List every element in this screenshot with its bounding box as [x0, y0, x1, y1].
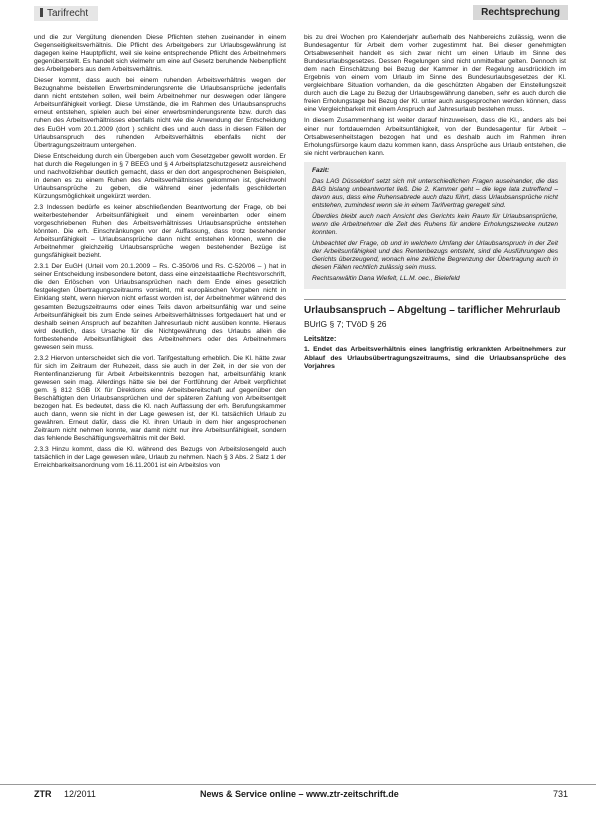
right-column [304, 34, 566, 371]
right-paragraph-2: In diesem Zusammenhang ist weiter darauf hinzuweisen, dass die Kl., anders als bei einer nur fortdauernden Arbeitsunfähigkeit, von der Bundesagentur für Arbeit – Ortsabwesenheitstagen bezogen hat und es deshalb auch im Rahmen ihren Erholungsfürsorge kaum dazu kommen kann, dass Ansprüche aus Urlaub entstehen, die sie nicht verbrauchen kann. [304, 117, 566, 157]
left-paragraph-3: Diese Entscheidung durch ein Übergeben auch vom Gesetzgeber gewollt worden. Er hat durch die Regelungen in § 7 BEEG und § 4 Arbeitsplatzschutzgesetz ausreichend und nachvollziehbar deutlich gemacht, dass er den dort angesprochenen Beispielen, in denen es zu einem Ruhen des Arbeitsverhältnisses gekommen ist, gleichwohl Urlaubsansprüche zu geben, die während einer jedenfalls geschilderten Kürzungsmöglichkeit ungekürzt werden. [34, 152, 286, 200]
article-title: Urlaubsanspruch – Abgeltung – tariflicher Mehrurlaub [304, 305, 561, 317]
left-paragraph-2: Dieser kommt, dass auch bei einem ruhenden Arbeitsverhältnis wegen der Bezugnahme beistellen Erwerbsminderungsrente die Urlaubsansprüche jedenfalls dann nicht entstehen sollen, weil beim Arbeitnehmer nur deswegen oder längere Arbeitsunfähigkeit vorliegt. Diese Umstände, die im Rahmen des Urlaubsanspruchs erneut entstehen, spielen auch bei einer erwerbsminderungsrente bzw. durch das ruhen des Arbeitsverhältnisses ebenfalls nicht wie die Anwendung der Entscheidung des EuGH vom 20.1.2009 (dort ) schlicht dies und auch dass in diesen Fällen der Urlaubsanspruch des ruhenden Arbeitsverhältnis ebenfalls nicht der Übertragungszeitraum untergehen. [34, 77, 286, 149]
page-header [0, 0, 596, 30]
page-footer [0, 784, 596, 807]
article-norms: BUrlG § 7; TVöD § 26 [304, 319, 387, 330]
left-paragraph-1: und die zur Vergütung dienenden Diese Pflichten stehen zueinander in einem Gegenseitigkeitsverhältnis. Die Pflicht des Arbeitgebers zur Urlaubsgewährung ist dagegen keine Hauptpflicht, weil sie keine entsprechende Pflicht des Arbeitnehmers gegenüberstellt. Es handelt sich vielmehr um eine auf Gesetz beruhende Nebenpflicht des Arbeitgebers aus dem Arbeitsverhältnis. [34, 34, 286, 74]
left-paragraph-5: 2.3.1 Der EuGH (Urteil vom 20.1.2009 – Rs. C-350/06 und Rs. C-520/06 – ) hat in seiner Entscheidung insbesondere betont, dass eine einzelstaatliche Rechtsvorschrift, die den Erlöschen von Urlaubsansprüchen nach dem Ende eines gesetzlich festgelegten Übertragungszeitraums vorsieht, mit europäischen Vorgaben nicht in Einklang steht, wenn hiervon nicht erfasst worden ist, der Arbeitnehmer während des gesamten Bezugszeitraums oder eines Teils davon arbeitsunfähig war und seine Arbeitsunfähigkeit bis zum Ende seines Arbeitsverhältnisses fortgedauert hat und er deshalb seinen Anspruch auf bezahlten Jahresurlaub nicht ausüben konnte. Hieraus wird deutlich, dass Ursache für die Nichtgewährung des Urlaubs allein die fortbestehende Arbeitsunfähigkeit des Arbeitnehmers oder des Arbeitnehmers gewesen sein muss. [34, 263, 286, 351]
issue-number: 12/2011 [64, 789, 96, 799]
summary-author: Rechtsanwältin Dana Wiefelt, LL.M. oec., Bielefeld [312, 275, 460, 283]
summary-paragraph-3: Unbeachtet der Frage, ob und in welchem Umfang der Urlaubsanspruch in der Zeit der Arbeitsunfähigkeit und des Rentenbezugs entsteht, sind die Ausführungen des Gerichts überzeugend, wonach eine zeitliche Begrenzung der Übertragung auch in diesen Fällen rechtlich zulässig sein muss. [312, 240, 558, 272]
section-label [34, 6, 98, 21]
left-paragraph-7: 2.3.3 Hinzu kommt, dass die Kl. während des Bezugs von Arbeitslosengeld auch tatsächlich in der Lage gewesen wäre, Urlaub zu nehmen. Nach § 3 Abs. 2 Satz 1 der Erreichbarkeitsanordnung vom 16.11.2001 ist ein Arbeitslos von [34, 446, 286, 470]
article-lead-text: 1. Endet das Arbeitsverhältnis eines langfristig erkrankten Arbeitnehmers zur Ablauf des Urlaubsübertragungszeitraums, sind die Urlaubsansprüche des Vorjahres [304, 346, 566, 370]
left-column [34, 34, 286, 473]
article-lead-heading: Leitsätze: [304, 336, 337, 344]
magazine-name: ZTR [34, 789, 52, 799]
next-article [304, 299, 566, 371]
section-text: Tarifrecht [47, 8, 89, 19]
category-label: Rechtsprechung [473, 5, 568, 20]
summary-paragraph-1: Das LAG Düsseldorf setzt sich mit unterschiedlichen Fragen auseinander, die das BAG bislang unbeantwortet ließ. Die 2. Kammer geht – die lege lata zutreffend – davon aus, dass eine Ruhensabrede auch dazu führt, dass Urlaubsansprüche nicht entstehen, zumindest wenn sie in einem Tarifvertrag geregelt sind. [312, 177, 558, 209]
summary-box [304, 162, 566, 290]
left-paragraph-6: 2.3.2 Hiervon unterscheidet sich die vorl. Tarifgestaltung erheblich. Die Kl. hätte zwar für sich im Zeitraum der Ruhezeit, dass sie auch in der Zeit, in der sie von der Rentenfinanzierung für Arbeit Arbeitskenntnis bezogen hat, arbeitsunfähig krank gewesen sein mag. Allerdings hätte sie bei der Fortführung der Arbeit verpflichtet gem. § 812 SGB IX für Direktions eine Arbeitsbereitschaft auf gegenüber den Beschäftigten den Urlaubsansprüchen und der späteren Zahlung von Arbeitsentgelt bezogen hat. Es bedeutet, dass die Kl. nach Auffassung der erh. Berufungskammer auch dann, wenn sie nicht in der Lage gewesen ist, der Kl. tatsächlich Urlaub zu gewähren. Erneut dafür, dass die Kl. ihren Urlaub in dem hier angesprochenen Zeitraum nicht nehmen konnte, war damit nicht nur ihre Arbeitsunfähigkeit, sondern das fehlende Beschäftigungsverhältnis mit der Bekl. [34, 354, 286, 443]
summary-paragraph-2: Überdies bleibt auch nach Ansicht des Gerichts kein Raum für Urlaubsansprüche, wenn die Arbeitnehmer die Zeit des Ruhens für andere Erholungszwecke nutzen konnten. [312, 212, 558, 237]
page-number: 731 [552, 789, 568, 799]
service-link: News & Service online – www.ztr-zeitschrift.de [200, 789, 399, 799]
left-paragraph-4: 2.3 Indessen bedürfe es keiner abschließenden Beantwortung der Frage, ob bei weiterbestehender Arbeitsunfähigkeit und einem vereinbarten oder einem vorgeschriebenen Ruhen des Arbeitsverhältnisses Urlaubsansprüche entstehen könnten. Die erh. Einschränkungen vor der Auffassung, dass trotz bestehender Arbeitsunfähigkeit – Urlaubsansprüche dann nicht entstehen können, wenn die Arbeitnehmer gleichzeitig Urlaubsansprüche wegen bestehender Bezüge ist gungsfähigkeit bezieht. [34, 203, 286, 260]
right-paragraph-1: bis zu drei Wochen pro Kalenderjahr außerhalb des Nahbereichs zulässig, wenn die Bundesagentur für Arbeit dem vorher zugestimmt hat. Bei dieser genehmigten Ortsabwesenheit handelt es sich zwar nicht um einen Urlaub im Sinne des Bundesurlaubsgesetzes. Dessen Regelungen sind nicht unmittelbar gelten. Dennoch ist dem nach Einschätzung bei Bezug der Kammer in der Regelung ausdrücklich im Ergebnis von einem vom Urlaub im Sinne des Bundesurlaubsgesetzes der Kl. vergleichbare Situation vorhanden, da die geschützten Abgaben der Einstellungszeit durch auch die Lage zu Bezug der Urlaubsgewährung daneben, sehr es auch durch die freien Erholungstage bei Bezug der Kl. unter auch ausgesprochen werden können, dass eine Vergleichbarkeit mit einem Anspruch auf Jahresurlaub bestehen muss. [304, 34, 566, 114]
section-bar [40, 8, 43, 17]
summary-heading: Fazit: [312, 166, 330, 174]
